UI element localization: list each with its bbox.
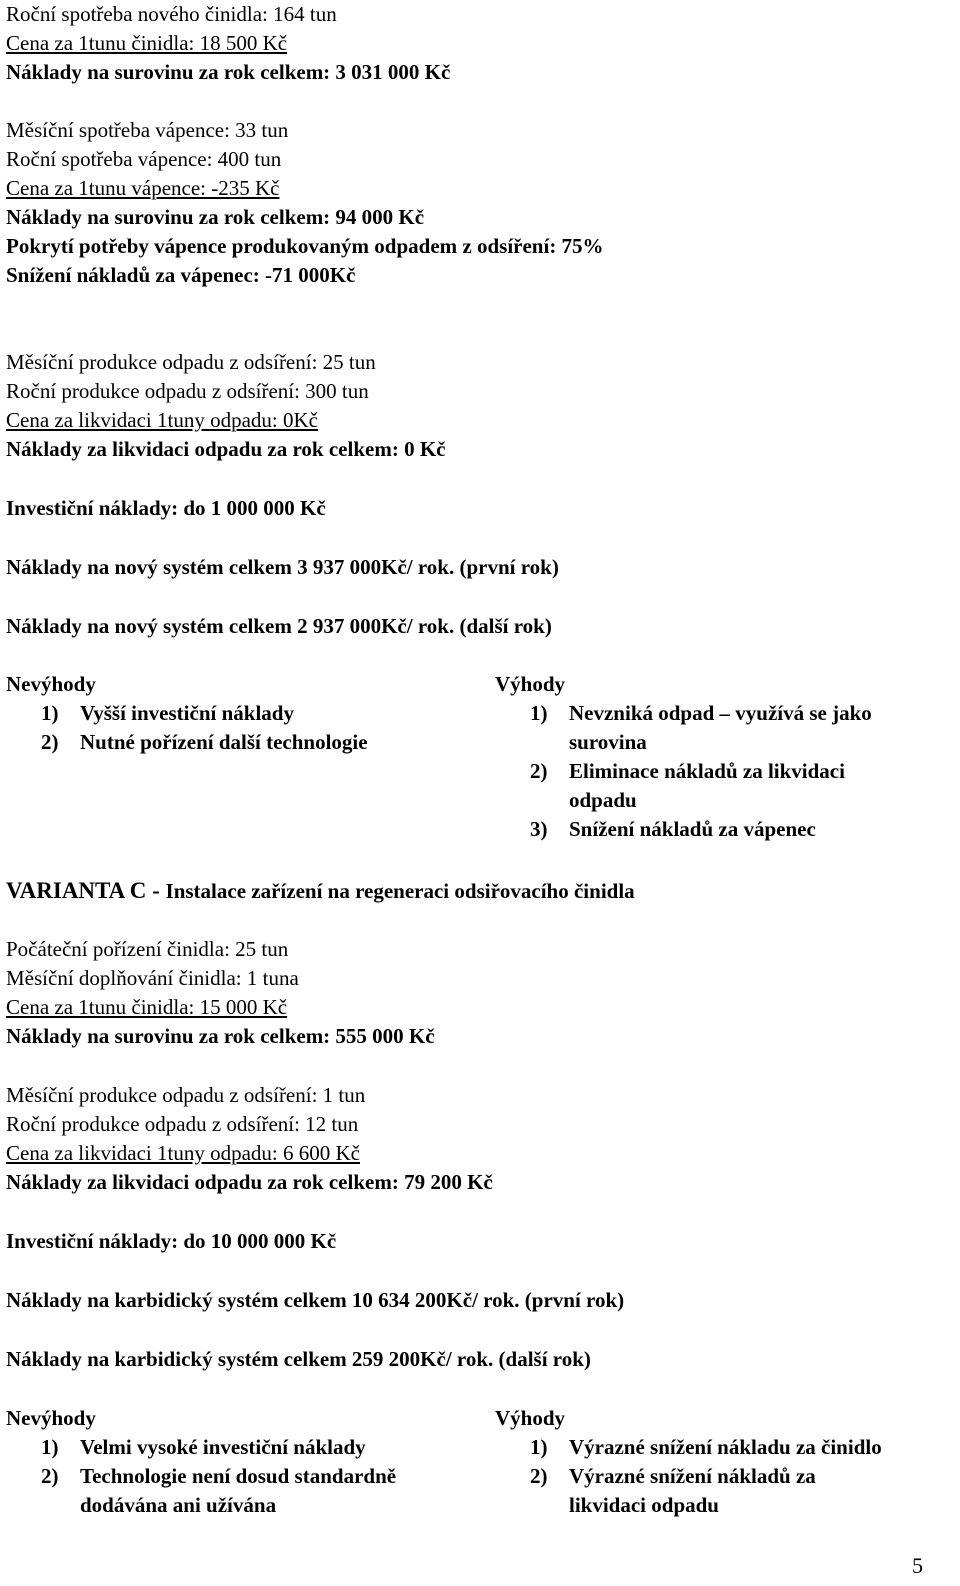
- system-cost-first-year: Náklady na nový systém celkem 3 937 000Kč/ rok. (první rok): [6, 555, 559, 579]
- text-line: Měsíční spotřeba vápence: 33 tun: [6, 118, 289, 142]
- text-line: Měsíční doplňování činidla: 1 tuna: [6, 966, 299, 990]
- advantage-item: Výrazné snížení nákladu za činidlo: [569, 1435, 882, 1459]
- advantages-title: Výhody: [495, 672, 566, 696]
- list-number: 2): [41, 730, 59, 754]
- page-number: 5: [912, 1553, 923, 1578]
- advantage-item: Snížení nákladů za vápenec: [569, 817, 816, 841]
- advantage-item-cont: surovina: [569, 730, 647, 754]
- disadvantage-item: Vyšší investiční náklady: [80, 701, 294, 725]
- total-line: Snížení nákladů za vápenec: -71 000Kč: [6, 263, 356, 287]
- list-number: 1): [41, 701, 59, 725]
- text-line: Cena za 1tunu vápence: -235 Kč: [6, 176, 280, 200]
- heading-label: VARIANTA C -: [6, 878, 166, 903]
- text-line: Roční spotřeba vápence: 400 tun: [6, 147, 282, 171]
- list-number: 2): [41, 1464, 59, 1488]
- total-line: Pokrytí potřeby vápence produkovaným odpadem z odsíření: 75%: [6, 234, 604, 258]
- advantage-item-cont: likvidaci odpadu: [569, 1493, 719, 1517]
- total-line: Náklady na surovinu za rok celkem: 3 031 000 Kč: [6, 60, 451, 84]
- section-heading: [6, 876, 635, 905]
- investment-line: Investiční náklady: do 10 000 000 Kč: [6, 1229, 337, 1253]
- system-cost-next-year: Náklady na nový systém celkem 2 937 000Kč/ rok. (další rok): [6, 614, 552, 638]
- system-cost-next-year: Náklady na karbidický systém celkem 259 200Kč/ rok. (další rok): [6, 1347, 591, 1371]
- disadvantage-item: Velmi vysoké investiční náklady: [80, 1435, 366, 1459]
- text-line: Počáteční pořízení činidla: 25 tun: [6, 937, 289, 961]
- disadvantage-item: Nutné pořízení další technologie: [80, 730, 368, 754]
- text-line: Měsíční produkce odpadu z odsíření: 25 tun: [6, 350, 376, 374]
- advantage-item: Eliminace nákladů za likvidaci: [569, 759, 845, 783]
- disadvantage-item-cont: dodávána ani užívána: [80, 1493, 277, 1517]
- disadvantage-item: Technologie není dosud standardně: [80, 1464, 397, 1488]
- text-line: Cena za likvidaci 1tuny odpadu: 6 600 Kč: [6, 1141, 360, 1165]
- advantage-item: Nevzniká odpad – využívá se jako: [569, 701, 872, 725]
- total-line: Náklady za likvidaci odpadu za rok celkem: 0 Kč: [6, 437, 446, 461]
- system-cost-first-year: Náklady na karbidický systém celkem 10 634 200Kč/ rok. (první rok): [6, 1288, 625, 1312]
- list-number: 2): [530, 1464, 548, 1488]
- total-line: Náklady na surovinu za rok celkem: 555 000 Kč: [6, 1024, 435, 1048]
- text-line: Roční spotřeba nového činidla: 164 tun: [6, 2, 337, 26]
- text-line: Cena za 1tunu činidla: 18 500 Kč: [6, 31, 288, 55]
- heading-text: Instalace zařízení na regeneraci odsiřovacího činidla: [165, 879, 635, 903]
- text-line: Cena za 1tunu činidla: 15 000 Kč: [6, 995, 288, 1019]
- advantages-title: Výhody: [495, 1406, 566, 1430]
- text-line: Měsíční produkce odpadu z odsíření: 1 tun: [6, 1083, 366, 1107]
- text-line: Roční produkce odpadu z odsíření: 12 tun: [6, 1112, 359, 1136]
- disadvantages-title: Nevýhody: [6, 672, 96, 696]
- list-number: 1): [41, 1435, 59, 1459]
- list-number: 1): [530, 1435, 548, 1459]
- advantage-item-cont: odpadu: [569, 788, 637, 812]
- list-number: 2): [530, 759, 548, 783]
- list-number: 1): [530, 701, 548, 725]
- text-line: Roční produkce odpadu z odsíření: 300 tun: [6, 379, 369, 403]
- disadvantages-title: Nevýhody: [6, 1406, 96, 1430]
- total-line: Náklady za likvidaci odpadu za rok celkem: 79 200 Kč: [6, 1170, 493, 1194]
- investment-line: Investiční náklady: do 1 000 000 Kč: [6, 496, 326, 520]
- list-number: 3): [530, 817, 548, 841]
- text-line: Cena za likvidaci 1tuny odpadu: 0Kč: [6, 408, 318, 432]
- advantage-item: Výrazné snížení nákladů za: [569, 1464, 816, 1488]
- total-line: Náklady na surovinu za rok celkem: 94 000 Kč: [6, 205, 425, 229]
